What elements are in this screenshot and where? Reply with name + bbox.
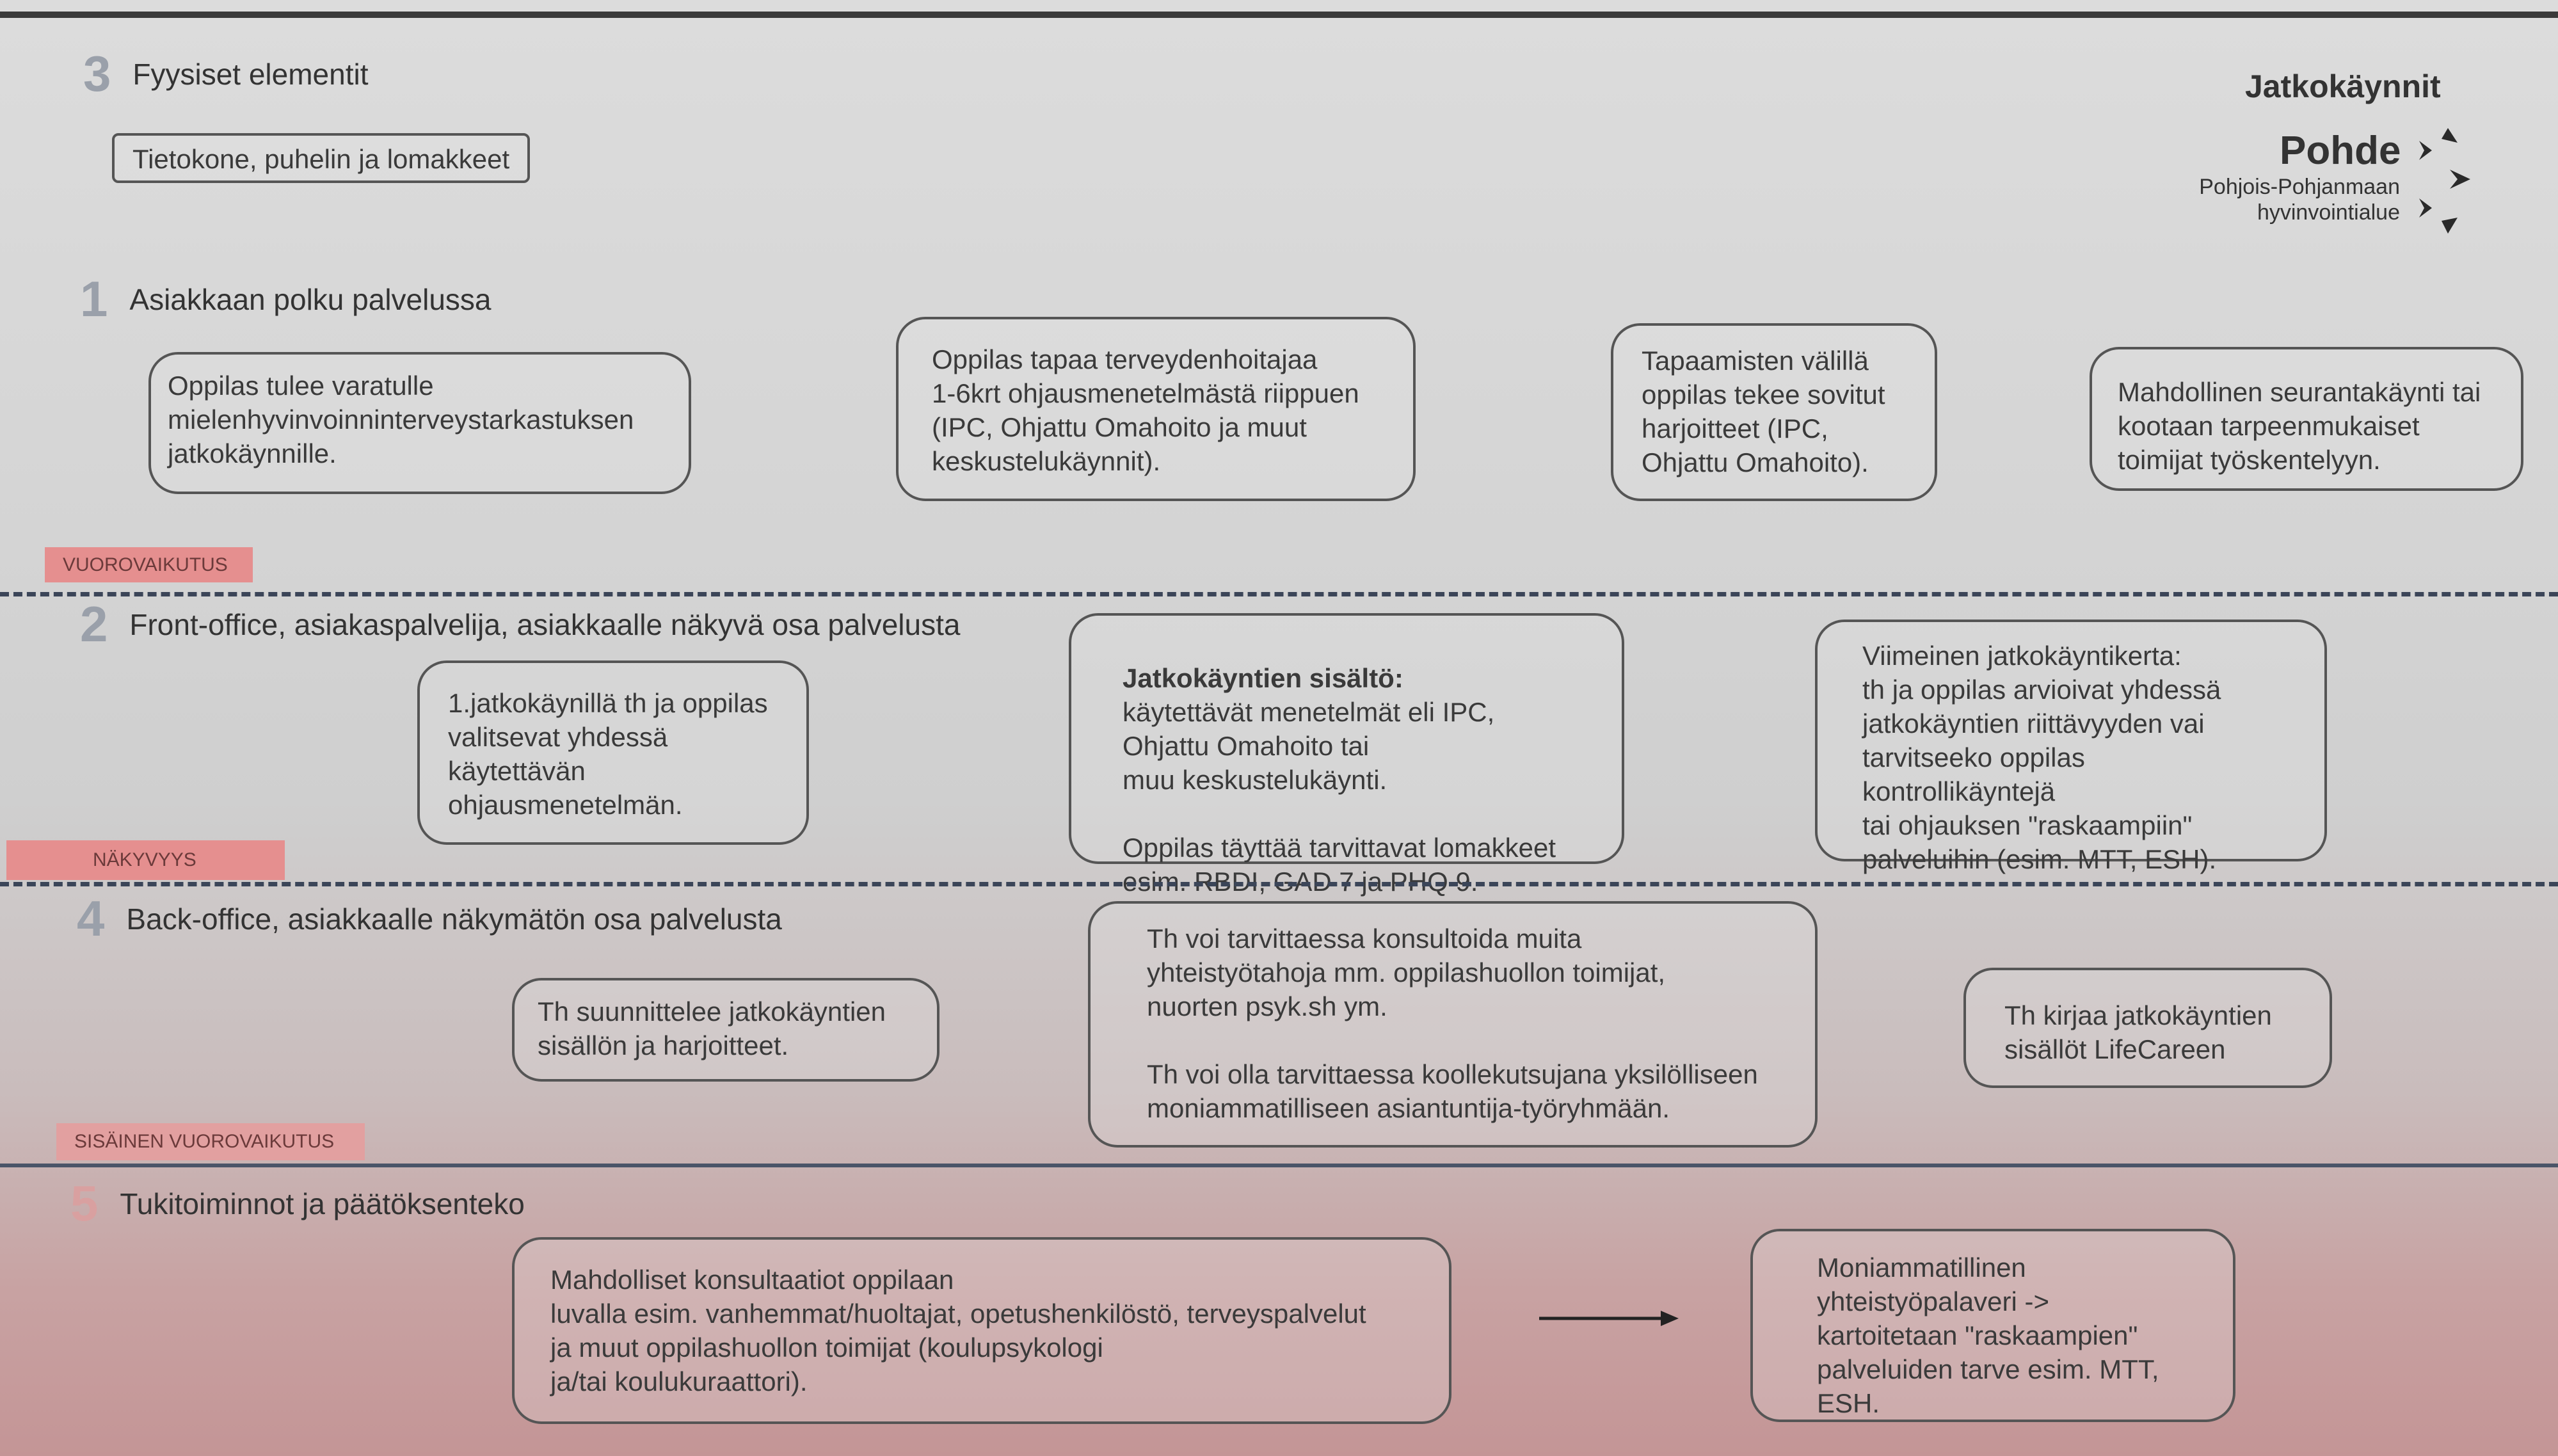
logo-name: Pohde — [2280, 129, 2401, 173]
section-4-title: Back-office, asiakkaalle näkymätön osa palvelusta — [126, 902, 782, 936]
top-border — [0, 12, 2558, 18]
support-box-2: Moniammatillinen yhteistyöpalaveri -> kartoitetaan "raskaampien" palveluiden tarve esim. MTT, ESH. — [1750, 1229, 2235, 1422]
section-4-header — [77, 890, 782, 948]
pohde-logo-icon — [2413, 125, 2477, 237]
section-5-header — [70, 1174, 525, 1233]
back-office-box-1: Th suunnittelee jatkokäyntien sisällön ja harjoitteet. — [512, 978, 939, 1082]
line-of-internal-interaction — [0, 1164, 2558, 1167]
front-office-box-2 — [1069, 613, 1624, 897]
section-3-number: 3 — [83, 45, 111, 102]
arrow-right-icon — [1539, 1306, 1680, 1331]
back-office-box-3: Th kirjaa jatkokäyntien sisällöt LifeCareen — [1963, 968, 2332, 1088]
section-4-number: 4 — [77, 890, 105, 947]
band-nakyvyys: NÄKYVYYS — [6, 840, 285, 880]
section-5-title: Tukitoiminnot ja päätöksenteko — [120, 1187, 525, 1220]
logo-subtitle-line2: hyvinvointialue — [2257, 200, 2400, 225]
customer-path-box-3: Tapaamisten välillä oppilas tekee sovitut harjoitteet (IPC, Ohjattu Omahoito). — [1611, 323, 1937, 501]
logo-subtitle-line1: Pohjois-Pohjanmaan — [2199, 175, 2400, 199]
page-title: Jatkokäynnit — [2245, 68, 2441, 104]
section-3-header — [83, 45, 369, 103]
back-office-box-2: Th voi tarvittaessa konsultoida muita yhteistyötahoja mm. oppilashuollon toimijat, nuorten psyk.sh ym. Th voi olla tarvittaessa koollekutsujana yksilölliseen moniammatilliseen asiantuntija-työryhmään. — [1088, 901, 1818, 1148]
section-2-title: Front-office, asiakaspalvelija, asiakkaalle näkyvä osa palvelusta — [129, 607, 961, 641]
customer-path-box-2: Oppilas tapaa terveydenhoitajaa 1-6krt ohjausmenetelmästä riippuen (IPC, Ohjattu Omahoito ja muut keskustelukäynnit). — [896, 317, 1416, 501]
line-of-visibility — [0, 882, 2558, 886]
band-sisainen-vuorovaikutus: SISÄINEN VUOROVAIKUTUS — [56, 1123, 365, 1160]
section-5-number: 5 — [70, 1175, 99, 1231]
customer-path-box-1: Oppilas tulee varatulle mielenhyvinvoinninterveystarkastuksen jatkokäynnille. — [148, 352, 691, 494]
front-office-box-2-heading: Jatkokäyntien sisältö: — [1123, 663, 1403, 693]
section-1-number: 1 — [80, 271, 108, 327]
section-2-number: 2 — [80, 596, 108, 652]
section-1-title: Asiakkaan polku palvelussa — [129, 282, 492, 316]
band-vuorovaikutus: VUOROVAIKUTUS — [45, 547, 253, 582]
section-1-header — [80, 270, 492, 328]
support-box-1: Mahdolliset konsultaatiot oppilaan luvalla esim. vanhemmat/huoltajat, opetushenkilöstö, terveyspalvelut ja muut oppilashuollon toimijat (koulupsykologi ja/tai koulukuraattori). — [512, 1237, 1451, 1424]
physical-elements-box: Tietokone, puhelin ja lomakkeet — [112, 133, 530, 183]
section-3-title: Fyysiset elementit — [132, 57, 369, 91]
front-office-box-3: Viimeinen jatkokäyntikerta: th ja oppilas arvioivat yhdessä jatkokäyntien riittävyyden vai tarvitseeko oppilas kontrollikäyntejä tai ohjauksen "raskaampiin" palveluihin (esim. MTT, ESH). — [1815, 620, 2327, 861]
customer-path-box-4: Mahdollinen seurantakäynti tai kootaan tarpeenmukaiset toimijat työskentelyyn. — [2090, 347, 2523, 491]
logo-subtitle — [2163, 174, 2400, 225]
front-office-box-2-body: käytettävät menetelmät eli IPC, Ohjattu Omahoito tai muu keskustelukäynti. Oppilas täyttää tarvittavat lomakkeet esim. RBDI, GAD 7 ja PHQ 9. — [1123, 697, 1556, 897]
section-2-header — [80, 595, 960, 653]
front-office-box-1: 1.jatkokäynillä th ja oppilas valitsevat yhdessä käytettävän ohjausmenetelmän. — [417, 660, 809, 845]
